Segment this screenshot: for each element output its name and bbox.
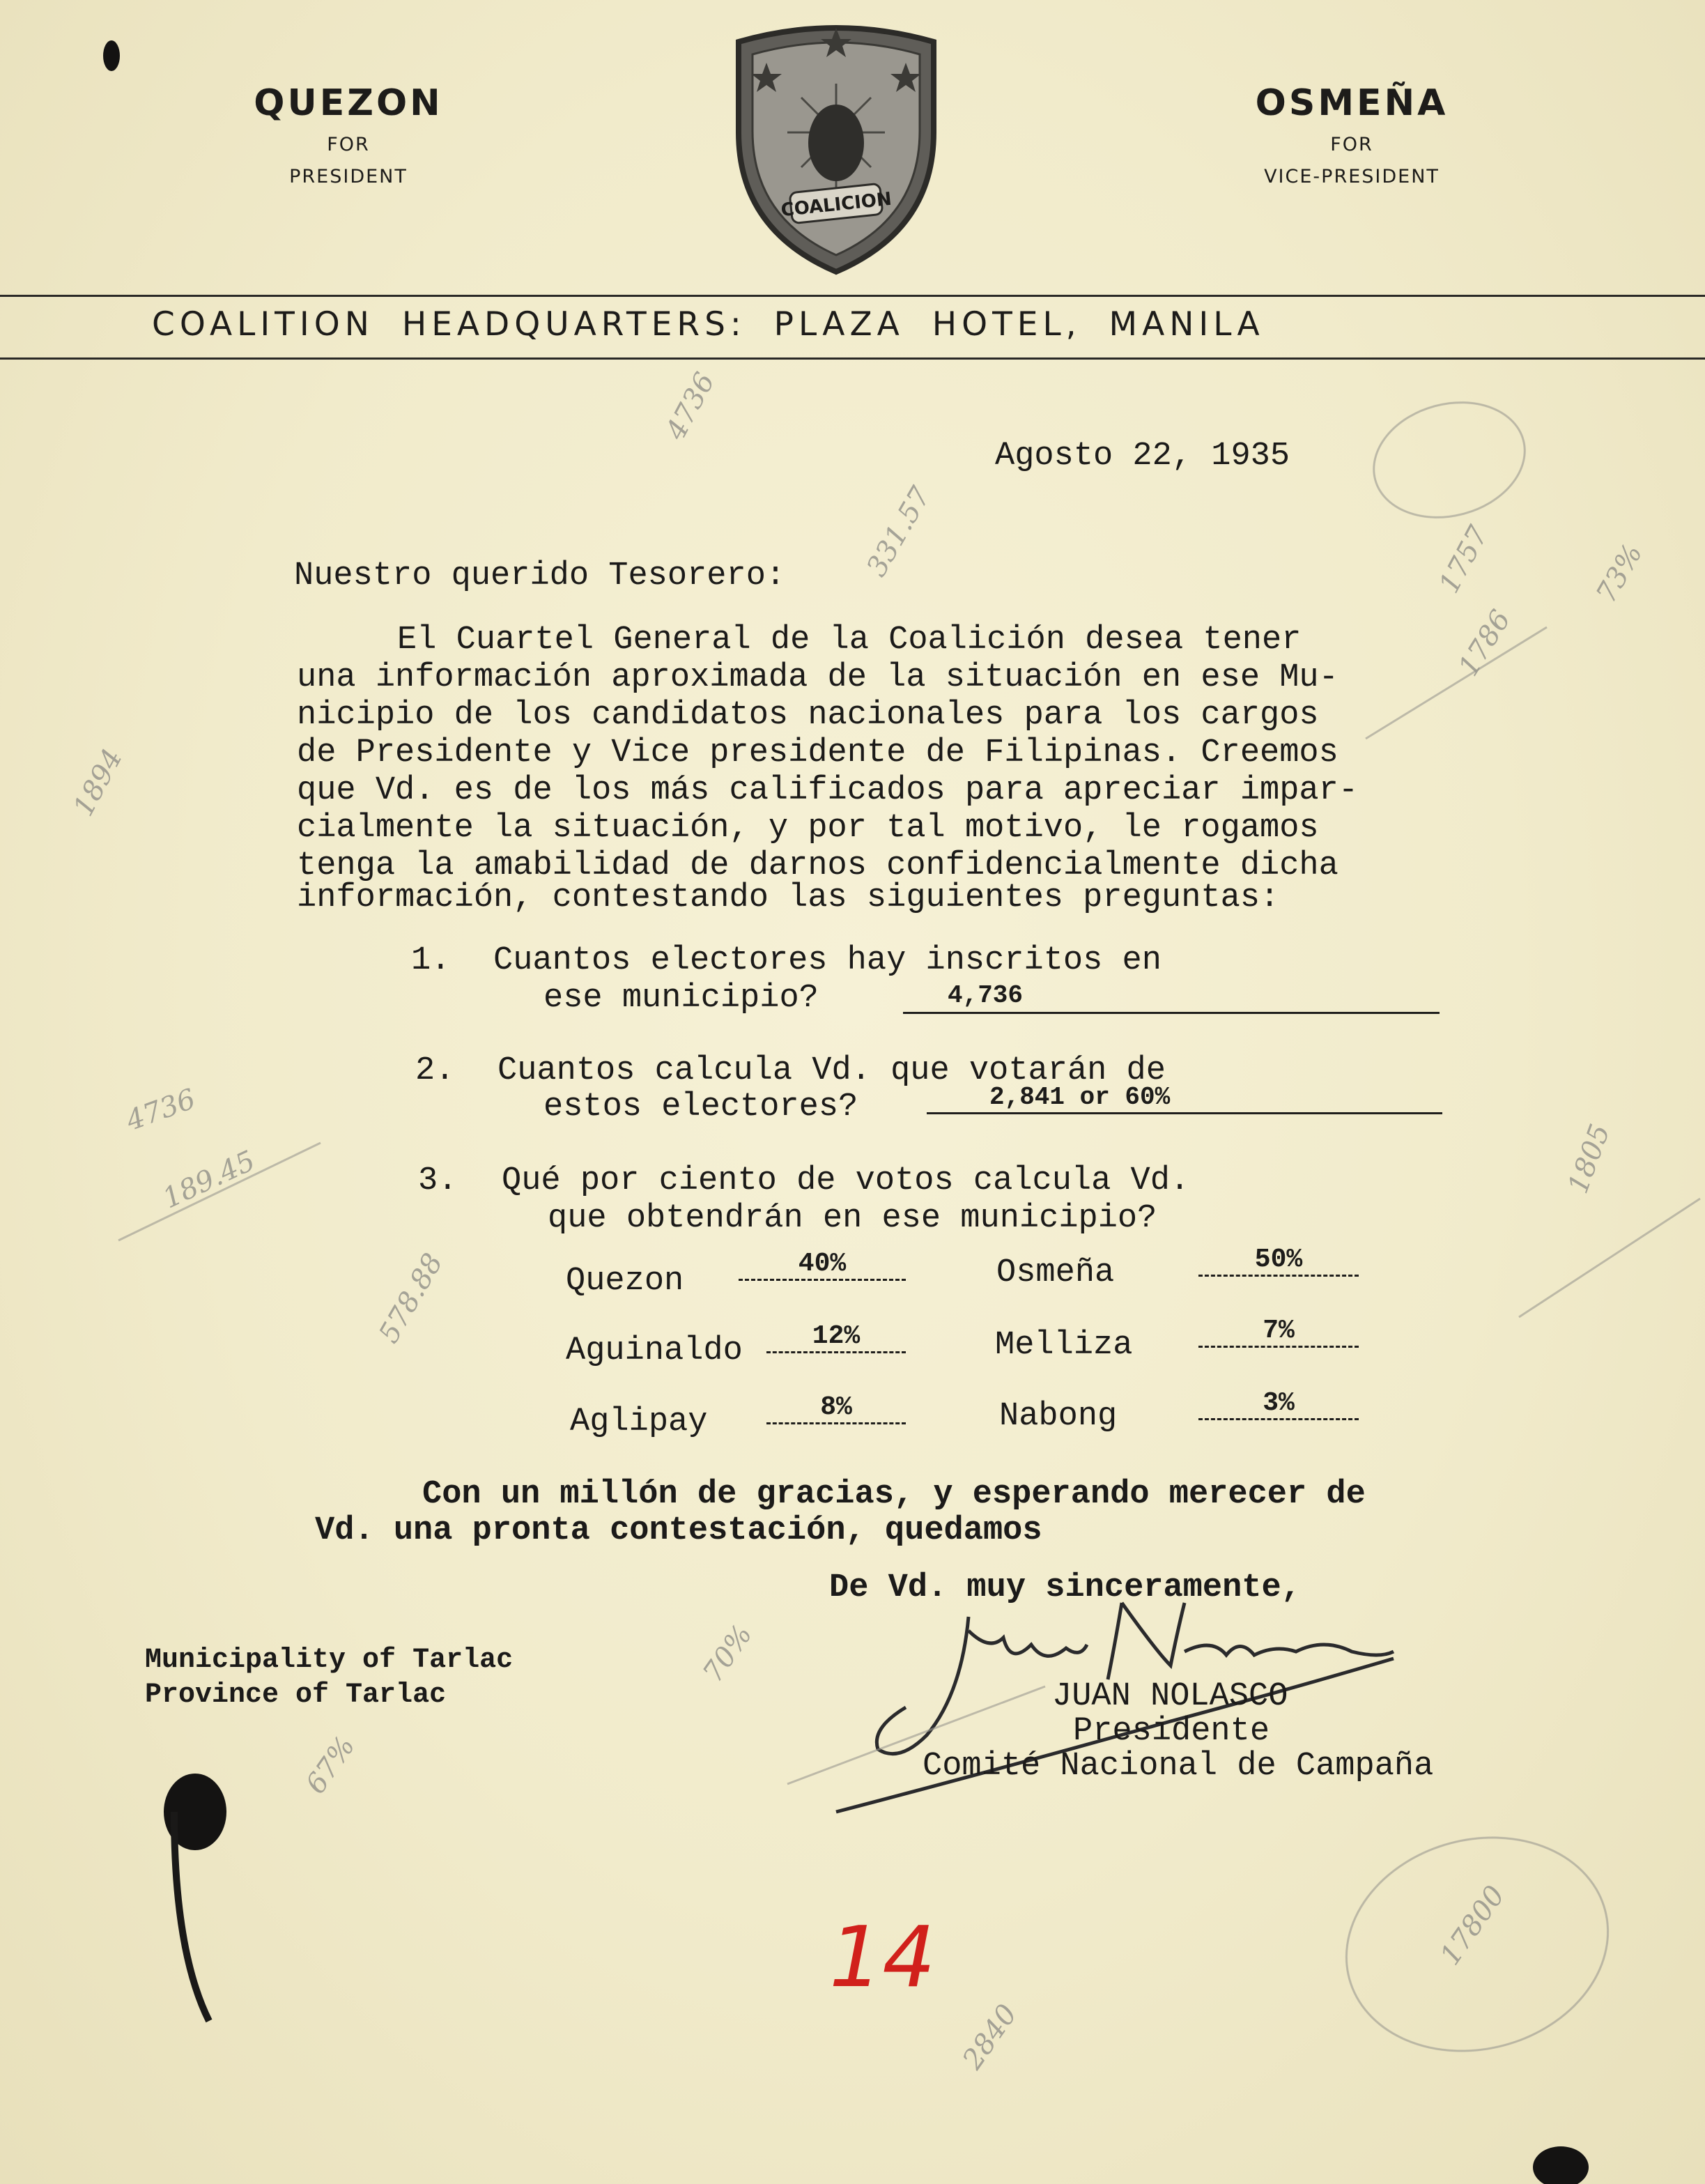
question-3-number: 3. (418, 1162, 458, 1199)
pencil-note: 1805 (1561, 1120, 1617, 1198)
signer-name: JUAN NOLASCO (1052, 1678, 1288, 1715)
ink-stain (1533, 2146, 1589, 2184)
right-candidate-name: OSMEÑA (1255, 82, 1449, 124)
question-3-line1: Qué por ciento de votos calcula Vd. (502, 1162, 1190, 1199)
municipality-line: Municipality of Tarlac (145, 1645, 514, 1676)
pencil-note: 1757 (1433, 521, 1495, 599)
salutation: Nuestro querido Tesorero: (294, 557, 786, 594)
paragraph-line: cialmente la situación, y por tal motivo, le rogamos (297, 810, 1319, 847)
pencil-note: 1786 (1452, 604, 1518, 682)
red-page-number: 14 (829, 1909, 936, 2006)
paragraph-line: nicipio de los candidatos nacionales para los cargos (297, 697, 1319, 734)
answer-registered-voters: 4,736 (948, 981, 1024, 1010)
candidate-nabong-label: Nabong (999, 1398, 1118, 1435)
candidate-aglipay-label: Aglipay (570, 1404, 708, 1440)
question-2-line2: estos electores? (543, 1089, 858, 1125)
ink-stain (103, 40, 120, 71)
candidate-aglipay-percent: 8% (766, 1392, 906, 1424)
question-3-line2: que obtendrán en ese municipio? (548, 1200, 1157, 1237)
question-1-line1: Cuantos electores hay inscritos en (493, 942, 1162, 979)
paragraph-line: El Cuartel General de la Coalición desea tener (397, 622, 1302, 659)
right-candidate-for: FOR (1330, 134, 1373, 155)
paragraph-line: tenga la amabilidad de darnos confidencialmente dicha (297, 847, 1338, 884)
pencil-note: 4736 (122, 1082, 200, 1138)
candidate-osmena-label: Osmeña (996, 1254, 1115, 1291)
left-candidate-name: QUEZON (254, 82, 443, 124)
pencil-note: 189.45 (157, 1144, 261, 1215)
paragraph-line: de Presidente y Vice presidente de Filipinas. Creemos (297, 735, 1338, 771)
province-line: Province of Tarlac (145, 1679, 447, 1711)
valediction: De Vd. muy sinceramente, (829, 1569, 1301, 1606)
pencil-note: 4736 (659, 367, 722, 445)
letter-date: Agosto 22, 1935 (995, 438, 1290, 475)
candidate-osmena-percent: 50% (1198, 1245, 1359, 1277)
pencil-note: 67% (300, 1730, 362, 1800)
question-2-number: 2. (415, 1052, 455, 1089)
paragraph-line: información, contestando las siguientes preguntas: (297, 879, 1280, 916)
candidate-aguinaldo-percent: 12% (766, 1321, 906, 1353)
pencil-note: 578.88 (373, 1247, 449, 1349)
question-1-line2: ese municipio? (543, 980, 819, 1017)
pencil-note: 70% (697, 1619, 759, 1689)
paragraph-line: que Vd. es de los más calificados para apreciar impar- (297, 772, 1359, 809)
pencil-note: 1894 (67, 744, 130, 822)
candidate-melliza-label: Melliza (995, 1327, 1133, 1364)
pencil-note: 2840 (956, 1999, 1024, 2075)
paragraph-line: una información aproximada de la situación en ese Mu- (297, 659, 1338, 696)
pencil-note: 17800 (1434, 1879, 1511, 1971)
candidate-quezon-percent: 40% (739, 1249, 906, 1281)
candidate-melliza-percent: 7% (1198, 1316, 1359, 1348)
answer-expected-voters: 2,841 or 60% (989, 1083, 1171, 1112)
headquarters-line: COALITION HEADQUARTERS: PLAZA HOTEL, MANILA (152, 305, 1265, 344)
emblem-label: COALICION (780, 188, 893, 222)
signer-title: Presidente (1073, 1713, 1270, 1750)
left-candidate-office: PRESIDENT (289, 166, 408, 187)
closing-line: Vd. una pronta contestación, quedamos (315, 1512, 1042, 1549)
pencil-note: 73% (1590, 539, 1649, 608)
candidate-quezon-label: Quezon (566, 1263, 684, 1300)
candidate-aguinaldo-label: Aguinaldo (566, 1332, 743, 1369)
right-candidate-office: VICE-PRESIDENT (1264, 166, 1440, 187)
left-candidate-for: FOR (327, 134, 370, 155)
question-1-number: 1. (411, 942, 451, 979)
pencil-note: 331.57 (861, 481, 937, 583)
signer-organization: Comité Nacional de Campaña (923, 1748, 1434, 1785)
candidate-nabong-percent: 3% (1198, 1388, 1359, 1420)
question-2-line1: Cuantos calcula Vd. que votarán de (497, 1052, 1166, 1089)
closing-line: Con un millón de gracias, y esperando merecer de (422, 1476, 1366, 1513)
